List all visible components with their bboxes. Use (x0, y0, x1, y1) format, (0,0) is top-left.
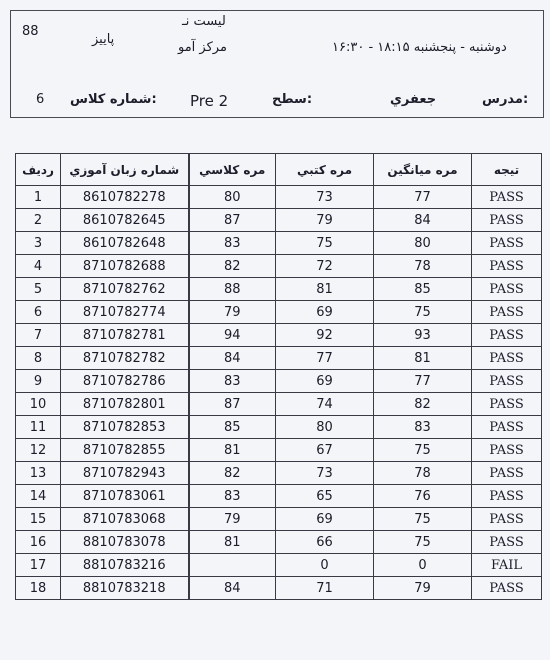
table-row (16, 462, 542, 485)
table-row (16, 439, 542, 462)
result-cell: PASS (472, 347, 542, 370)
written-score-cell: 69 (276, 508, 374, 531)
result-cell: PASS (472, 485, 542, 508)
average-score-cell: 79 (374, 577, 472, 600)
student-id-cell: 8710783061 (61, 485, 189, 508)
average-score-cell: 75 (374, 439, 472, 462)
average-score-cell: 75 (374, 301, 472, 324)
average-score-cell: 93 (374, 324, 472, 347)
student-id-cell: 8710782688 (61, 255, 189, 278)
row-number-cell: 17 (16, 554, 61, 577)
row-number-cell: 1 (16, 186, 61, 209)
student-id-cell: 8610782648 (61, 232, 189, 255)
student-id-cell: 8710782855 (61, 439, 189, 462)
result-cell: PASS (472, 209, 542, 232)
col-header-class-score: مره کلاسي (189, 154, 276, 186)
result-cell: PASS (472, 531, 542, 554)
table-row (16, 301, 542, 324)
student-id-cell: 8710782782 (61, 347, 189, 370)
year: 88 (22, 24, 39, 39)
class-score-cell: 84 (189, 577, 276, 600)
class-score-cell: 85 (189, 416, 276, 439)
class-score-cell: 88 (189, 278, 276, 301)
result-cell: PASS (472, 416, 542, 439)
student-id-cell: 8710782781 (61, 324, 189, 347)
written-score-cell: 66 (276, 531, 374, 554)
student-id-cell: 8710783068 (61, 508, 189, 531)
average-score-cell: 78 (374, 462, 472, 485)
written-score-cell: 69 (276, 301, 374, 324)
written-score-cell: 0 (276, 554, 374, 577)
written-score-cell: 72 (276, 255, 374, 278)
written-score-cell: 79 (276, 209, 374, 232)
written-score-cell: 74 (276, 393, 374, 416)
student-id-cell: 8710782853 (61, 416, 189, 439)
written-score-cell: 75 (276, 232, 374, 255)
student-id-cell: 8710782943 (61, 462, 189, 485)
written-score-cell: 67 (276, 439, 374, 462)
student-id-cell: 8810783078 (61, 531, 189, 554)
result-cell: PASS (472, 462, 542, 485)
written-score-cell: 65 (276, 485, 374, 508)
row-number-cell: 12 (16, 439, 61, 462)
table-row (16, 232, 542, 255)
class-score-cell: 81 (189, 531, 276, 554)
average-score-cell: 82 (374, 393, 472, 416)
average-score-cell: 0 (374, 554, 472, 577)
result-cell: PASS (472, 577, 542, 600)
average-score-cell: 80 (374, 232, 472, 255)
average-score-cell: 75 (374, 508, 472, 531)
class-score-cell: 80 (189, 186, 276, 209)
student-id-cell: 8610782278 (61, 186, 189, 209)
table-row (16, 508, 542, 531)
table-row (16, 186, 542, 209)
written-score-cell: 80 (276, 416, 374, 439)
row-number-cell: 8 (16, 347, 61, 370)
table-row (16, 416, 542, 439)
average-score-cell: 76 (374, 485, 472, 508)
result-cell: PASS (472, 232, 542, 255)
average-score-cell: 83 (374, 416, 472, 439)
table-header-row (16, 154, 542, 186)
student-id-cell: 8710782762 (61, 278, 189, 301)
class-score-cell: 81 (189, 439, 276, 462)
result-cell: FAIL (472, 554, 542, 577)
result-cell: PASS (472, 370, 542, 393)
class-number-label: شماره کلاس: (70, 92, 157, 107)
document-title: لیست نـ (182, 14, 226, 29)
table-row (16, 554, 542, 577)
row-number-cell: 5 (16, 278, 61, 301)
average-score-cell: 75 (374, 531, 472, 554)
col-header-student-id: شماره زبان آموزي (61, 154, 189, 186)
row-number-cell: 6 (16, 301, 61, 324)
table-row (16, 370, 542, 393)
average-score-cell: 84 (374, 209, 472, 232)
result-cell: PASS (472, 508, 542, 531)
student-id-cell: 8710782786 (61, 370, 189, 393)
written-score-cell: 92 (276, 324, 374, 347)
col-header-average-score: مره میانگین (374, 154, 472, 186)
class-score-cell: 83 (189, 232, 276, 255)
result-cell: PASS (472, 439, 542, 462)
grades-table (15, 153, 542, 600)
class-score-cell: 82 (189, 462, 276, 485)
result-cell: PASS (472, 393, 542, 416)
average-score-cell: 77 (374, 370, 472, 393)
result-cell: PASS (472, 186, 542, 209)
written-score-cell: 71 (276, 577, 374, 600)
class-score-cell: 79 (189, 301, 276, 324)
row-number-cell: 10 (16, 393, 61, 416)
average-score-cell: 77 (374, 186, 472, 209)
teacher-name: جعفري (390, 92, 437, 107)
written-score-cell: 69 (276, 370, 374, 393)
written-score-cell: 77 (276, 347, 374, 370)
table-row (16, 255, 542, 278)
table-row (16, 324, 542, 347)
col-header-result: تیجه (472, 154, 542, 186)
student-id-cell: 8610782645 (61, 209, 189, 232)
result-cell: PASS (472, 301, 542, 324)
class-schedule: دوشنبه - پنجشنبه ۱۸:۱۵ - ۱۶:۳۰ (332, 40, 507, 55)
student-id-cell: 8710782801 (61, 393, 189, 416)
col-header-row-number: ردیف (16, 154, 61, 186)
student-id-cell: 8810783218 (61, 577, 189, 600)
row-number-cell: 18 (16, 577, 61, 600)
class-score-cell: 83 (189, 485, 276, 508)
result-cell: PASS (472, 324, 542, 347)
table-row (16, 278, 542, 301)
table-row (16, 347, 542, 370)
level: Pre 2 (190, 92, 229, 110)
row-number-cell: 16 (16, 531, 61, 554)
average-score-cell: 81 (374, 347, 472, 370)
col-header-written-score: مره کتبي (276, 154, 374, 186)
center-name: مرکز آمو (178, 40, 227, 55)
level-label: سطح: (272, 92, 313, 107)
student-id-cell: 8710782774 (61, 301, 189, 324)
table-row (16, 531, 542, 554)
written-score-cell: 81 (276, 278, 374, 301)
term: پاییز (92, 32, 115, 47)
row-number-cell: 3 (16, 232, 61, 255)
class-score-cell: 94 (189, 324, 276, 347)
class-score-cell: 79 (189, 508, 276, 531)
row-number-cell: 11 (16, 416, 61, 439)
written-score-cell: 73 (276, 186, 374, 209)
result-cell: PASS (472, 278, 542, 301)
class-score-cell: 87 (189, 209, 276, 232)
row-number-cell: 2 (16, 209, 61, 232)
table-row (16, 577, 542, 600)
student-id-cell: 8810783216 (61, 554, 189, 577)
row-number-cell: 7 (16, 324, 61, 347)
class-number: 6 (36, 92, 45, 107)
row-number-cell: 9 (16, 370, 61, 393)
table-row (16, 209, 542, 232)
written-score-cell: 73 (276, 462, 374, 485)
class-score-cell: 83 (189, 370, 276, 393)
table-row (16, 485, 542, 508)
class-score-cell: 87 (189, 393, 276, 416)
class-score-cell: 82 (189, 255, 276, 278)
average-score-cell: 78 (374, 255, 472, 278)
result-cell: PASS (472, 255, 542, 278)
class-score-cell (189, 554, 276, 577)
row-number-cell: 15 (16, 508, 61, 531)
teacher-label: مدرس: (482, 92, 529, 107)
class-score-cell: 84 (189, 347, 276, 370)
row-number-cell: 14 (16, 485, 61, 508)
table-row (16, 393, 542, 416)
row-number-cell: 4 (16, 255, 61, 278)
row-number-cell: 13 (16, 462, 61, 485)
average-score-cell: 85 (374, 278, 472, 301)
